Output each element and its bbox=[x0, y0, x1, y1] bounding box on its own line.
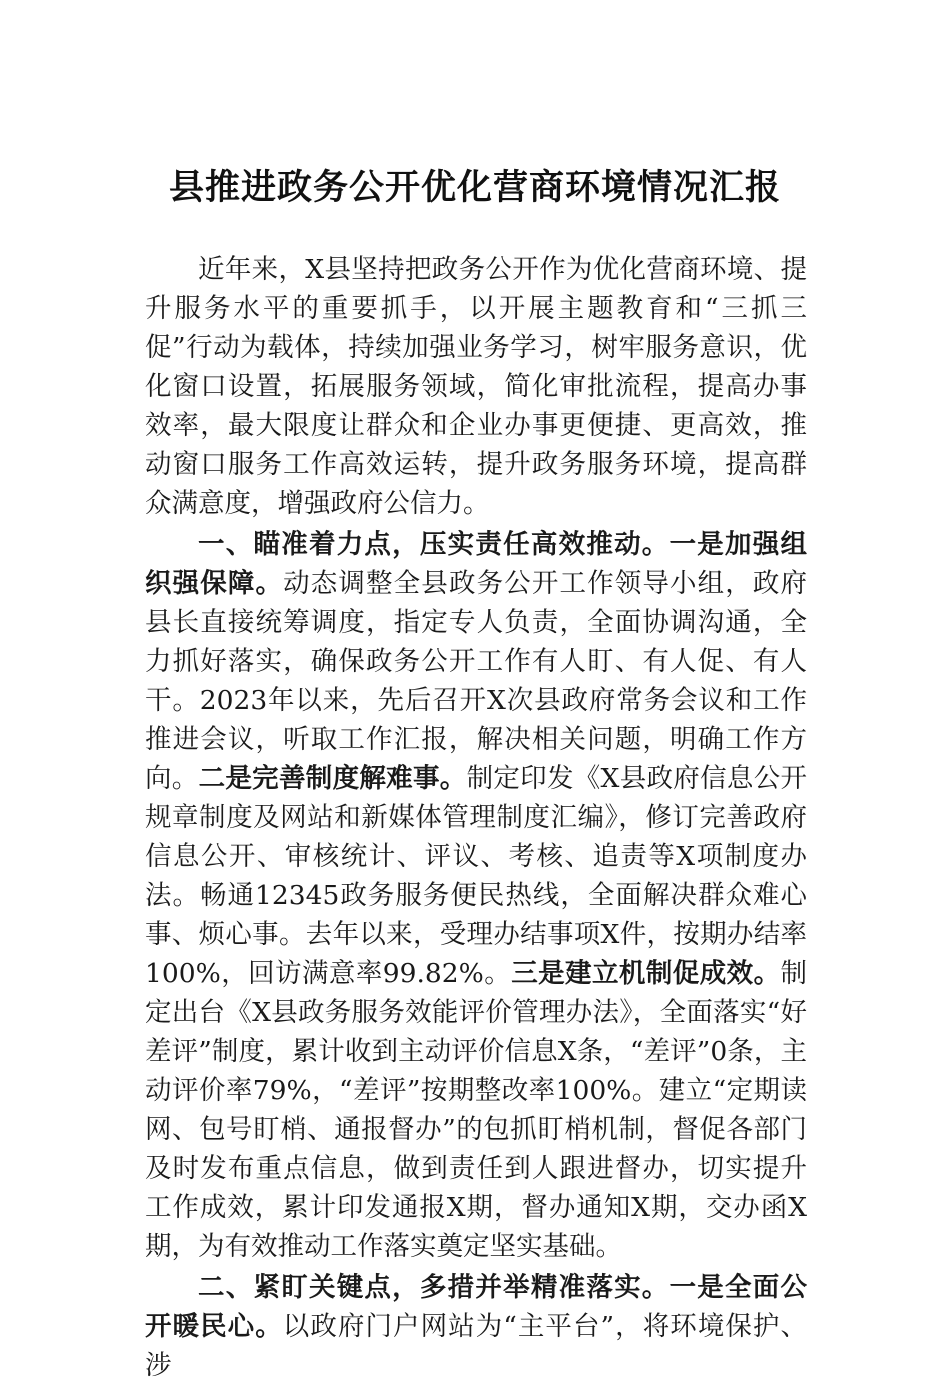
section-1-point-3-text: 制定出台《X县政务服务效能评价管理办法》，全面落实“好差评”制度，累计收到主动评价信息X条，“差评”0条，主动评价率79%，“差评”按期整改率100%。建立“定期读网、包号盯梢、通报督办”的包抓盯梢机制，督促各部门及时发布重点信息，做到责任到人跟进督办，切实提升工作成效，累计印发通报X期，督办通知X期，交办函X期，为有效推动工作落实奠定坚实基础。 bbox=[145, 958, 807, 1262]
section-2-point-1-lead: 一是全面公开暖民心。 bbox=[145, 1272, 808, 1342]
section-1-point-2-lead: 二是完善制度解难事。 bbox=[198, 763, 467, 794]
intro-paragraph: 近年来，X县坚持把政务公开作为优化营商环境、提升服务水平的重要抓手，以开展主题教育和“三抓三促”行动为载体，持续加强业务学习，树牢服务意识，优化窗口设置，拓展服务领域，简化审批流程，提高办事效率，最大限度让群众和企业办事更便捷、更高效，推动窗口服务工作高效运转，提升政务服务环境，提高群众满意度，增强政府公信力。 bbox=[145, 254, 807, 519]
section-2-point-1-text: 以政府门户网站为“主平台”，将环境保护、涉 bbox=[145, 1311, 807, 1381]
section-1-point-1-text: 动态调整全县政务公开工作领导小组，政府县长直接统筹调度，指定专人负责，全面协调沟通，全力抓好落实，确保政务公开工作有人盯、有人促、有人干。2023年以来，先后召开X次县政府常务会议和工作推进会议，听取工作汇报，解决相关问题，明确工作方向。 bbox=[145, 568, 808, 794]
section-1-point-1-lead: 一是加强组织强保障。 bbox=[145, 529, 808, 599]
section-1-paragraph bbox=[145, 525, 807, 1266]
section-1-point-2-text: 制定印发《X县政府信息公开规章制度及网站和新媒体管理制度汇编》，修订完善政府信息公开、审核统计、评议、考核、追责等X项制度办法。畅通12345政务服务便民热线，全面解决群众难心事、烦心事。去年以来，受理办结事项X件，按期办结率100%，回访满意率99.82%。 bbox=[145, 763, 807, 989]
document-title: 县推进政务公开优化营商环境情况汇报 bbox=[168, 167, 781, 208]
document-body bbox=[145, 250, 807, 1385]
section-1-point-3-lead: 三是建立机制促成效。 bbox=[511, 958, 781, 989]
section-2-heading: 二、紧盯关键点，多措并举精准落实。 bbox=[198, 1272, 670, 1303]
section-1-heading: 一、瞄准着力点，压实责任高效推动。 bbox=[198, 529, 670, 560]
section-2-paragraph bbox=[145, 1268, 807, 1385]
